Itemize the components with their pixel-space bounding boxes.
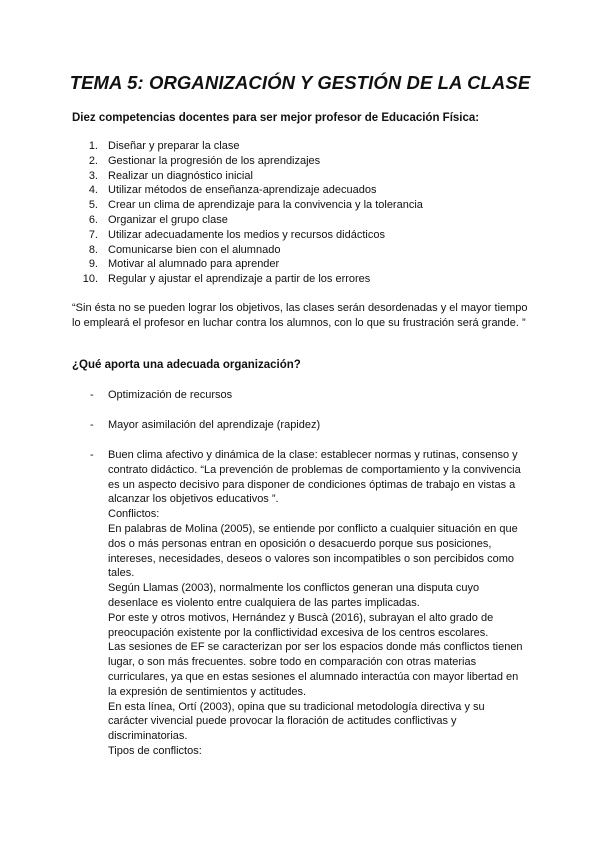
text-line: lugar, o son más frecuentes. sobre todo en comparación con otras materias bbox=[108, 656, 477, 669]
text-line: carácter vivencial puede provocar la floración de actitudes conflictivas y bbox=[108, 715, 457, 728]
text-line: Buen clima afectivo y dinámica de la clase: establecer normas y rutinas, consenso y bbox=[108, 449, 518, 461]
text-line: desenlace es violento entre cualquiera de las partes implicadas. bbox=[108, 596, 420, 609]
bullet-dash: - bbox=[90, 389, 94, 401]
bullet-dash: - bbox=[90, 449, 94, 461]
conflictos-label: Conflictos: bbox=[108, 508, 160, 521]
text-line: dos o más personas entran en oposición o desacuerdo porque sus posiciones, bbox=[108, 537, 492, 550]
quote-paragraph: “Sin ésta no se pueden lograr los objetivos, las clases serán desordenadas y el mayor tiempo lo empleará el profesor en luchar contra los alumnos, con lo que su frustración será grande. ” bbox=[72, 302, 528, 329]
text-line: la expresión de sentimientos y actitudes. bbox=[108, 685, 307, 698]
bullet-text: Optimización de recursos bbox=[108, 389, 233, 401]
question-heading: ¿Qué aporta una adecuada organización? bbox=[72, 359, 301, 371]
text-line: preocupación existente por la conflictividad excesiva de los centros escolares. bbox=[108, 626, 489, 639]
bullet-body bbox=[108, 448, 528, 759]
tipos-label: Tipos de conflictos: bbox=[108, 744, 202, 757]
bullet-dash: - bbox=[90, 419, 94, 431]
text-line: En esta línea, Ortí (2003), opina que su tradicional metodología directiva y su bbox=[108, 700, 485, 713]
document-page: TEMA 5: ORGANIZACIÓN Y GESTIÓN DE LA CLASE Diez competencias docentes para ser mejor profesor de Educación Física: 1. Diseñar y preparar la clase 2. Gestionar la progresión de los aprendizajes 3. Realizar un diagnóstico inicial 4. Utilizar métodos de enseñanza-aprendizaje adecuados 5. Crear un clima de aprendizaje para la convivencia y la tolerancia 6. Organizar el grupo clase 7. Utilizar adecuadamente los medios y recursos didácticos 8. Comunicarse bien con el alumnado 9. Motivar al alumnado para aprender 10. Regular y ajustar el aprendizaje a partir de los errores “Sin ésta no se pueden lograr los objetivos, las clases serán desordenadas y el mayor tiempo lo empleará el profesor en luchar contra los alumnos, con lo que su frustración será grande. ” ¿Qué aporta una adecuada organización? - Optimización de recursos - Mayor asimilación del aprendizaje (rapidez) - Buen clima afectivo y dinámica de la clase: establecer normas y rutinas, consenso y contrato didáctico. “La prevención de problemas de comportamiento y la convivencia es un aspecto decisivo para disponer de condiciones óptimas de trabajo en vistas a alcanzar los objetivos educativos ”. Conflictos: En palabras de Molina (2005), se entiende por conflicto a cualquier situación en que dos o más personas entran en oposición o desacuerdo porque sus posiciones, intereses, necesidades, deseos o valores son incompatibles o son percibidos como tales. Según Llamas (2003), normalmente los conflictos generan una disputa cuyo desenlace es violento entre cualquiera de las partes implicadas. Por este y otros motivos, Hernández y Buscà (2016), subrayan el alto grado de preocupación existente por la conflictividad excesiva de los centros escolares. Las sesiones de EF se caracterizan por ser los espacios donde más conflictos tienen lugar, o son más frecuentes. sobre todo en comparación con otras materias curriculares, ya que en estas sesiones el alumnado interactúa con mayor libertad en la expresión de sentimientos y actitudes. En esta línea, Ortí (2003), opina que su tradicional metodología directiva y su carácter vivencial puede provocar la floración de actitudes conflictivas y discriminatorias. Tipos de conflictos: bbox=[0, 0, 600, 848]
text-line: es un aspecto decisivo para disponer de condiciones óptimas de trabajo en vistas a bbox=[108, 478, 516, 491]
text-line: En palabras de Molina (2005), se entiende por conflicto a cualquier situación en que bbox=[108, 522, 518, 535]
bullet-text: Mayor asimilación del aprendizaje (rapidez) bbox=[108, 419, 321, 431]
text-line: contrato didáctico. “La prevención de problemas de comportamiento y la convivencia bbox=[108, 463, 521, 476]
section-subtitle: Diez competencias docentes para ser mejor profesor de Educación Física: bbox=[72, 112, 480, 124]
text-line: alcanzar los objetivos educativos ”. bbox=[108, 493, 279, 506]
text-line: curriculares, ya que en estas sesiones el alumnado interactúa con mayor libertad en bbox=[108, 670, 519, 683]
text-line: Las sesiones de EF se caracterizan por ser los espacios donde más conflictos tienen bbox=[108, 641, 523, 654]
page-title: TEMA 5: ORGANIZACIÓN Y GESTIÓN DE LA CLASE bbox=[69, 72, 531, 93]
text-line: Por este y otros motivos, Hernández y Buscà (2016), subrayan el alto grado de bbox=[108, 611, 494, 624]
text-line: intereses, necesidades, deseos o valores son incompatibles o son percibidos como bbox=[108, 552, 515, 565]
text-line: Según Llamas (2003), normalmente los conflictos generan una disputa cuyo bbox=[108, 582, 480, 595]
text-line: discriminatorias. bbox=[108, 730, 188, 743]
text-line: tales. bbox=[108, 567, 135, 580]
